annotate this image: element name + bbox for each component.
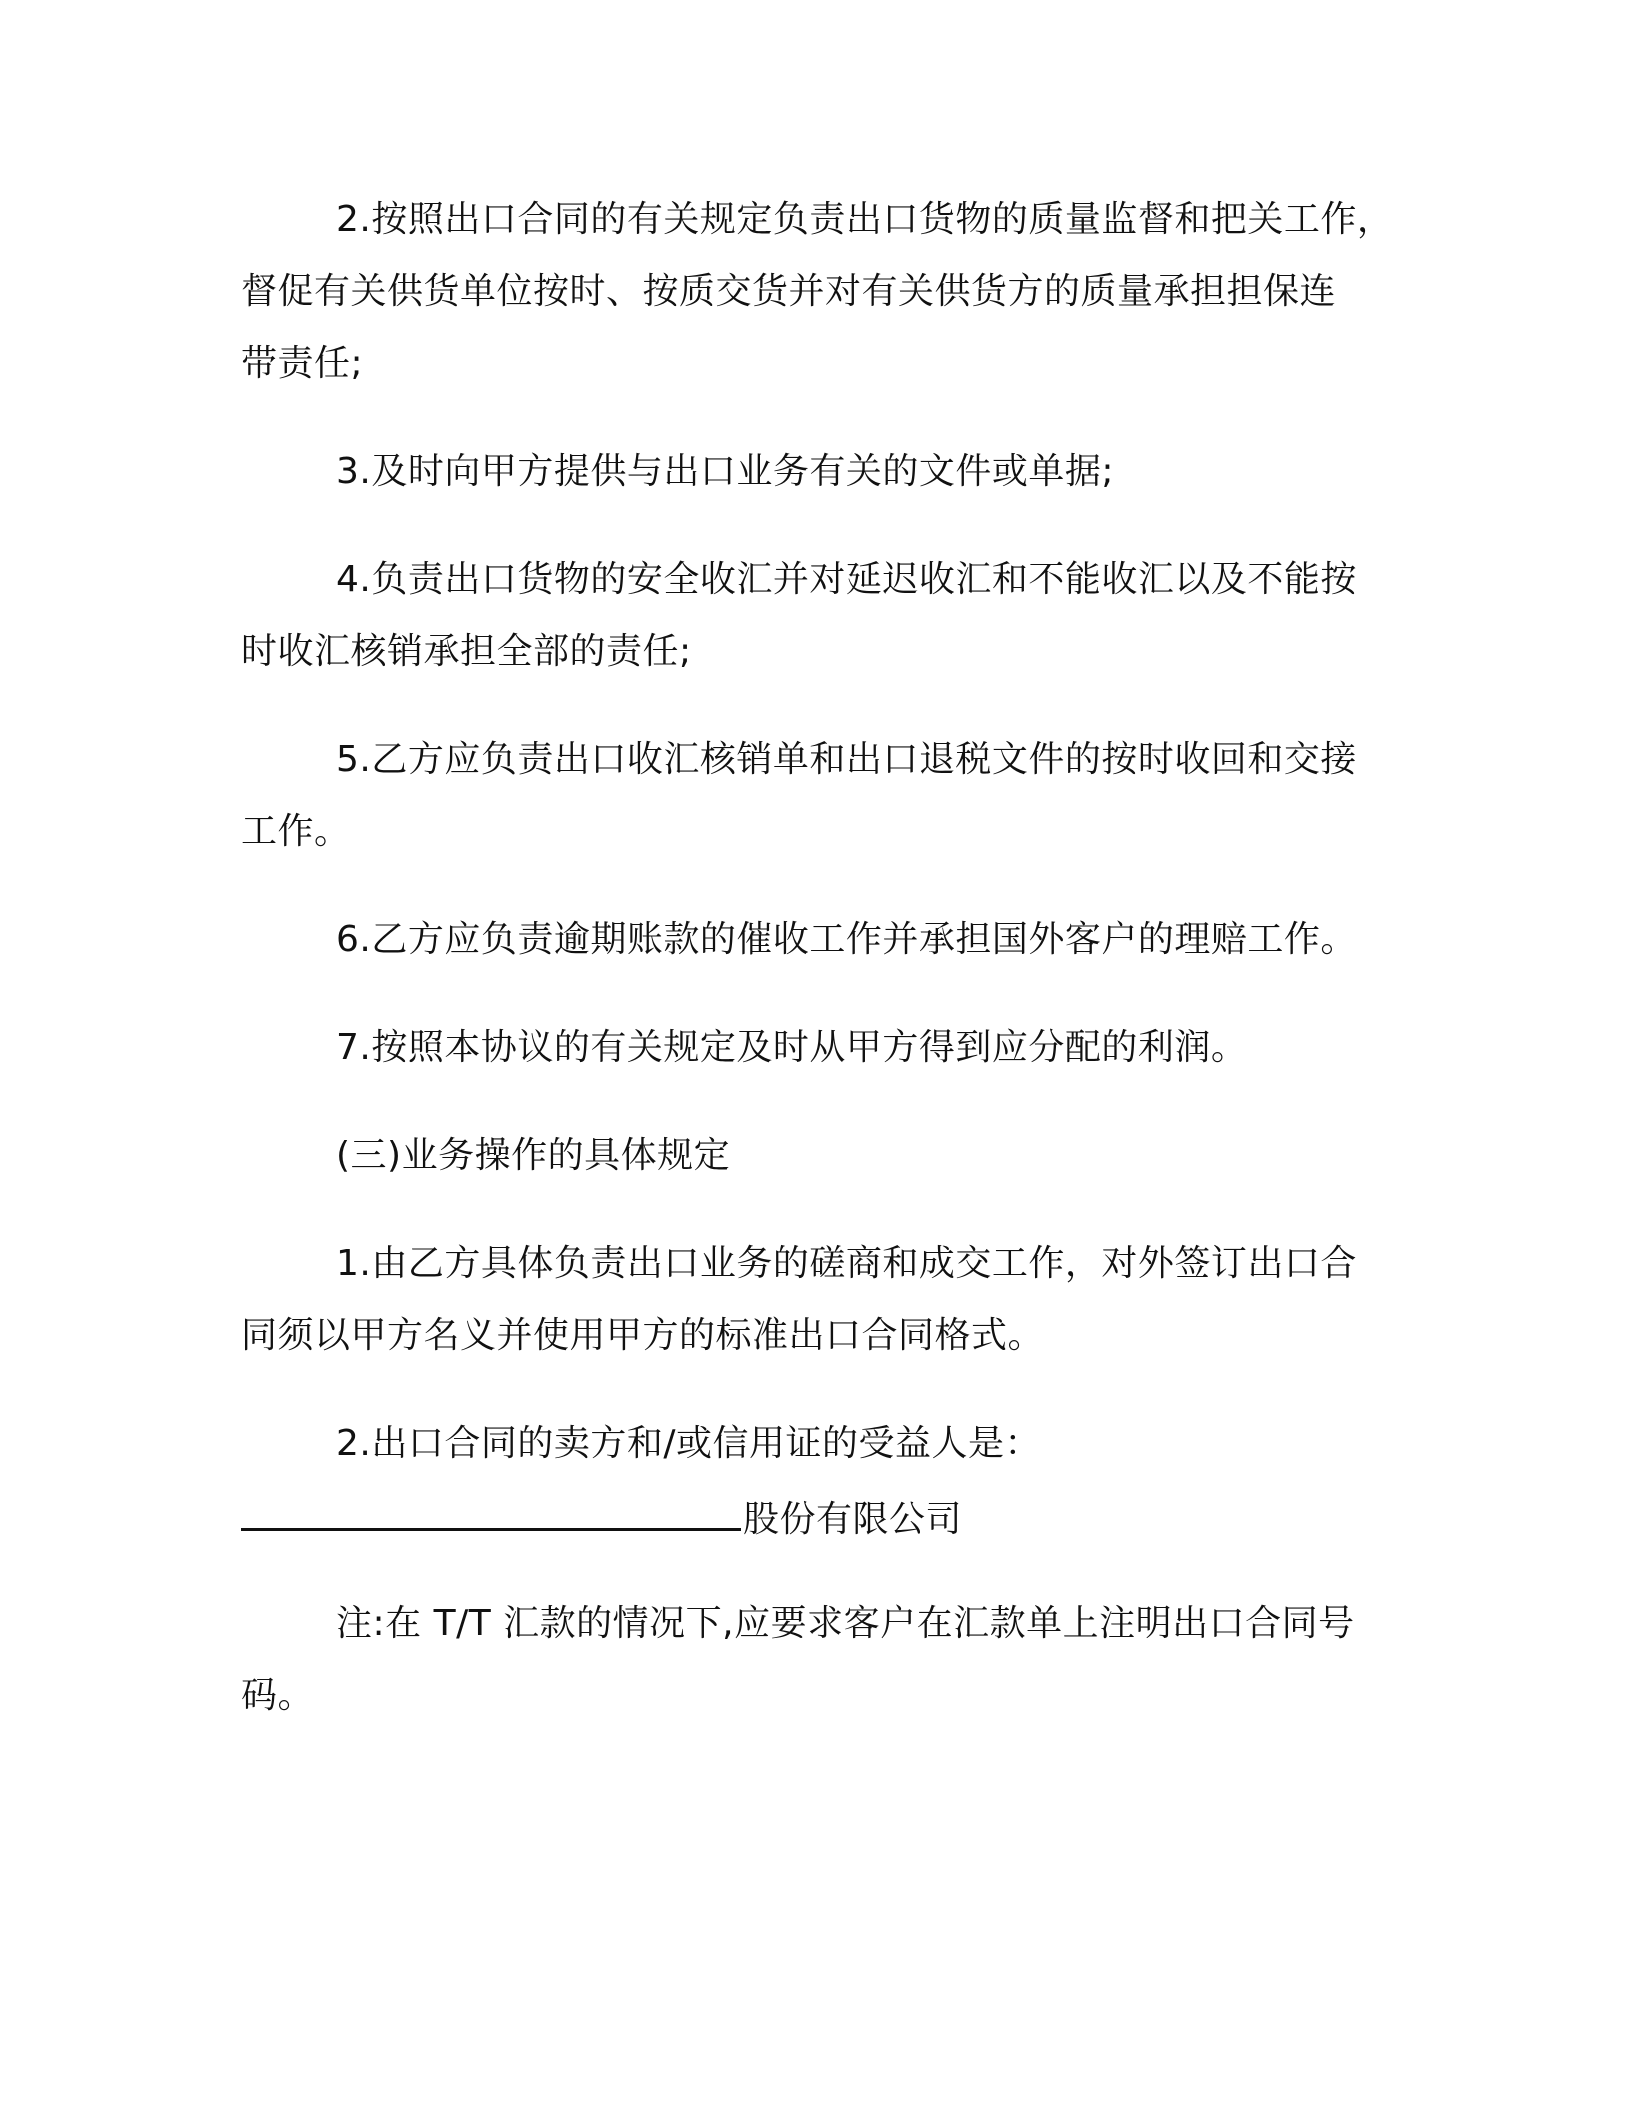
paragraph-duty-7-line-1: 7.按照本协议的有关规定及时从甲方得到应分配的利润。 xyxy=(336,1027,1248,1068)
company-fill-line xyxy=(241,1492,962,1544)
paragraph-duty-4-line-2: 时收汇核销承担全部的责任; xyxy=(241,631,692,672)
paragraph-duty-4-line-1: 4.负责出口货物的安全收汇并对延迟收汇和不能收汇以及不能按 xyxy=(336,559,1357,600)
paragraph-rule-1-line-1: 1.由乙方具体负责出口业务的磋商和成交工作，对外签订出口合 xyxy=(336,1243,1357,1284)
paragraph-rule-1-line-2: 同须以甲方名义并使用甲方的标准出口合同格式。 xyxy=(241,1315,1045,1356)
paragraph-duty-6-line-1: 6.乙方应负责逾期账款的催收工作并承担国外客户的理赔工作。 xyxy=(336,919,1357,960)
paragraph-duty-2-line-3: 带责任; xyxy=(241,343,364,384)
paragraph-note-line-1: 注:在 T/T 汇款的情况下,应要求客户在汇款单上注明出口合同号 xyxy=(336,1603,1355,1644)
paragraph-duty-3-line-1: 3.及时向甲方提供与出口业务有关的文件或单据; xyxy=(336,451,1114,492)
company-suffix: 股份有限公司 xyxy=(743,1499,963,1540)
paragraph-duty-5-line-2: 工作。 xyxy=(241,811,351,852)
paragraph-duty-2-line-2: 督促有关供货单位按时、按质交货并对有关供货方的质量承担担保连 xyxy=(241,271,1337,312)
paragraph-duty-2-line-1: 2.按照出口合同的有关规定负责出口货物的质量监督和把关工作， xyxy=(336,199,1394,240)
paragraph-note-line-2: 码。 xyxy=(241,1675,315,1716)
paragraph-rule-2-line-1: 2.出口合同的卖方和/或信用证的受益人是： xyxy=(336,1423,1041,1464)
section-heading-3: (三)业务操作的具体规定 xyxy=(336,1135,731,1176)
blank-underline xyxy=(241,1492,741,1531)
paragraph-duty-5-line-1: 5.乙方应负责出口收汇核销单和出口退税文件的按时收回和交接 xyxy=(336,739,1357,780)
